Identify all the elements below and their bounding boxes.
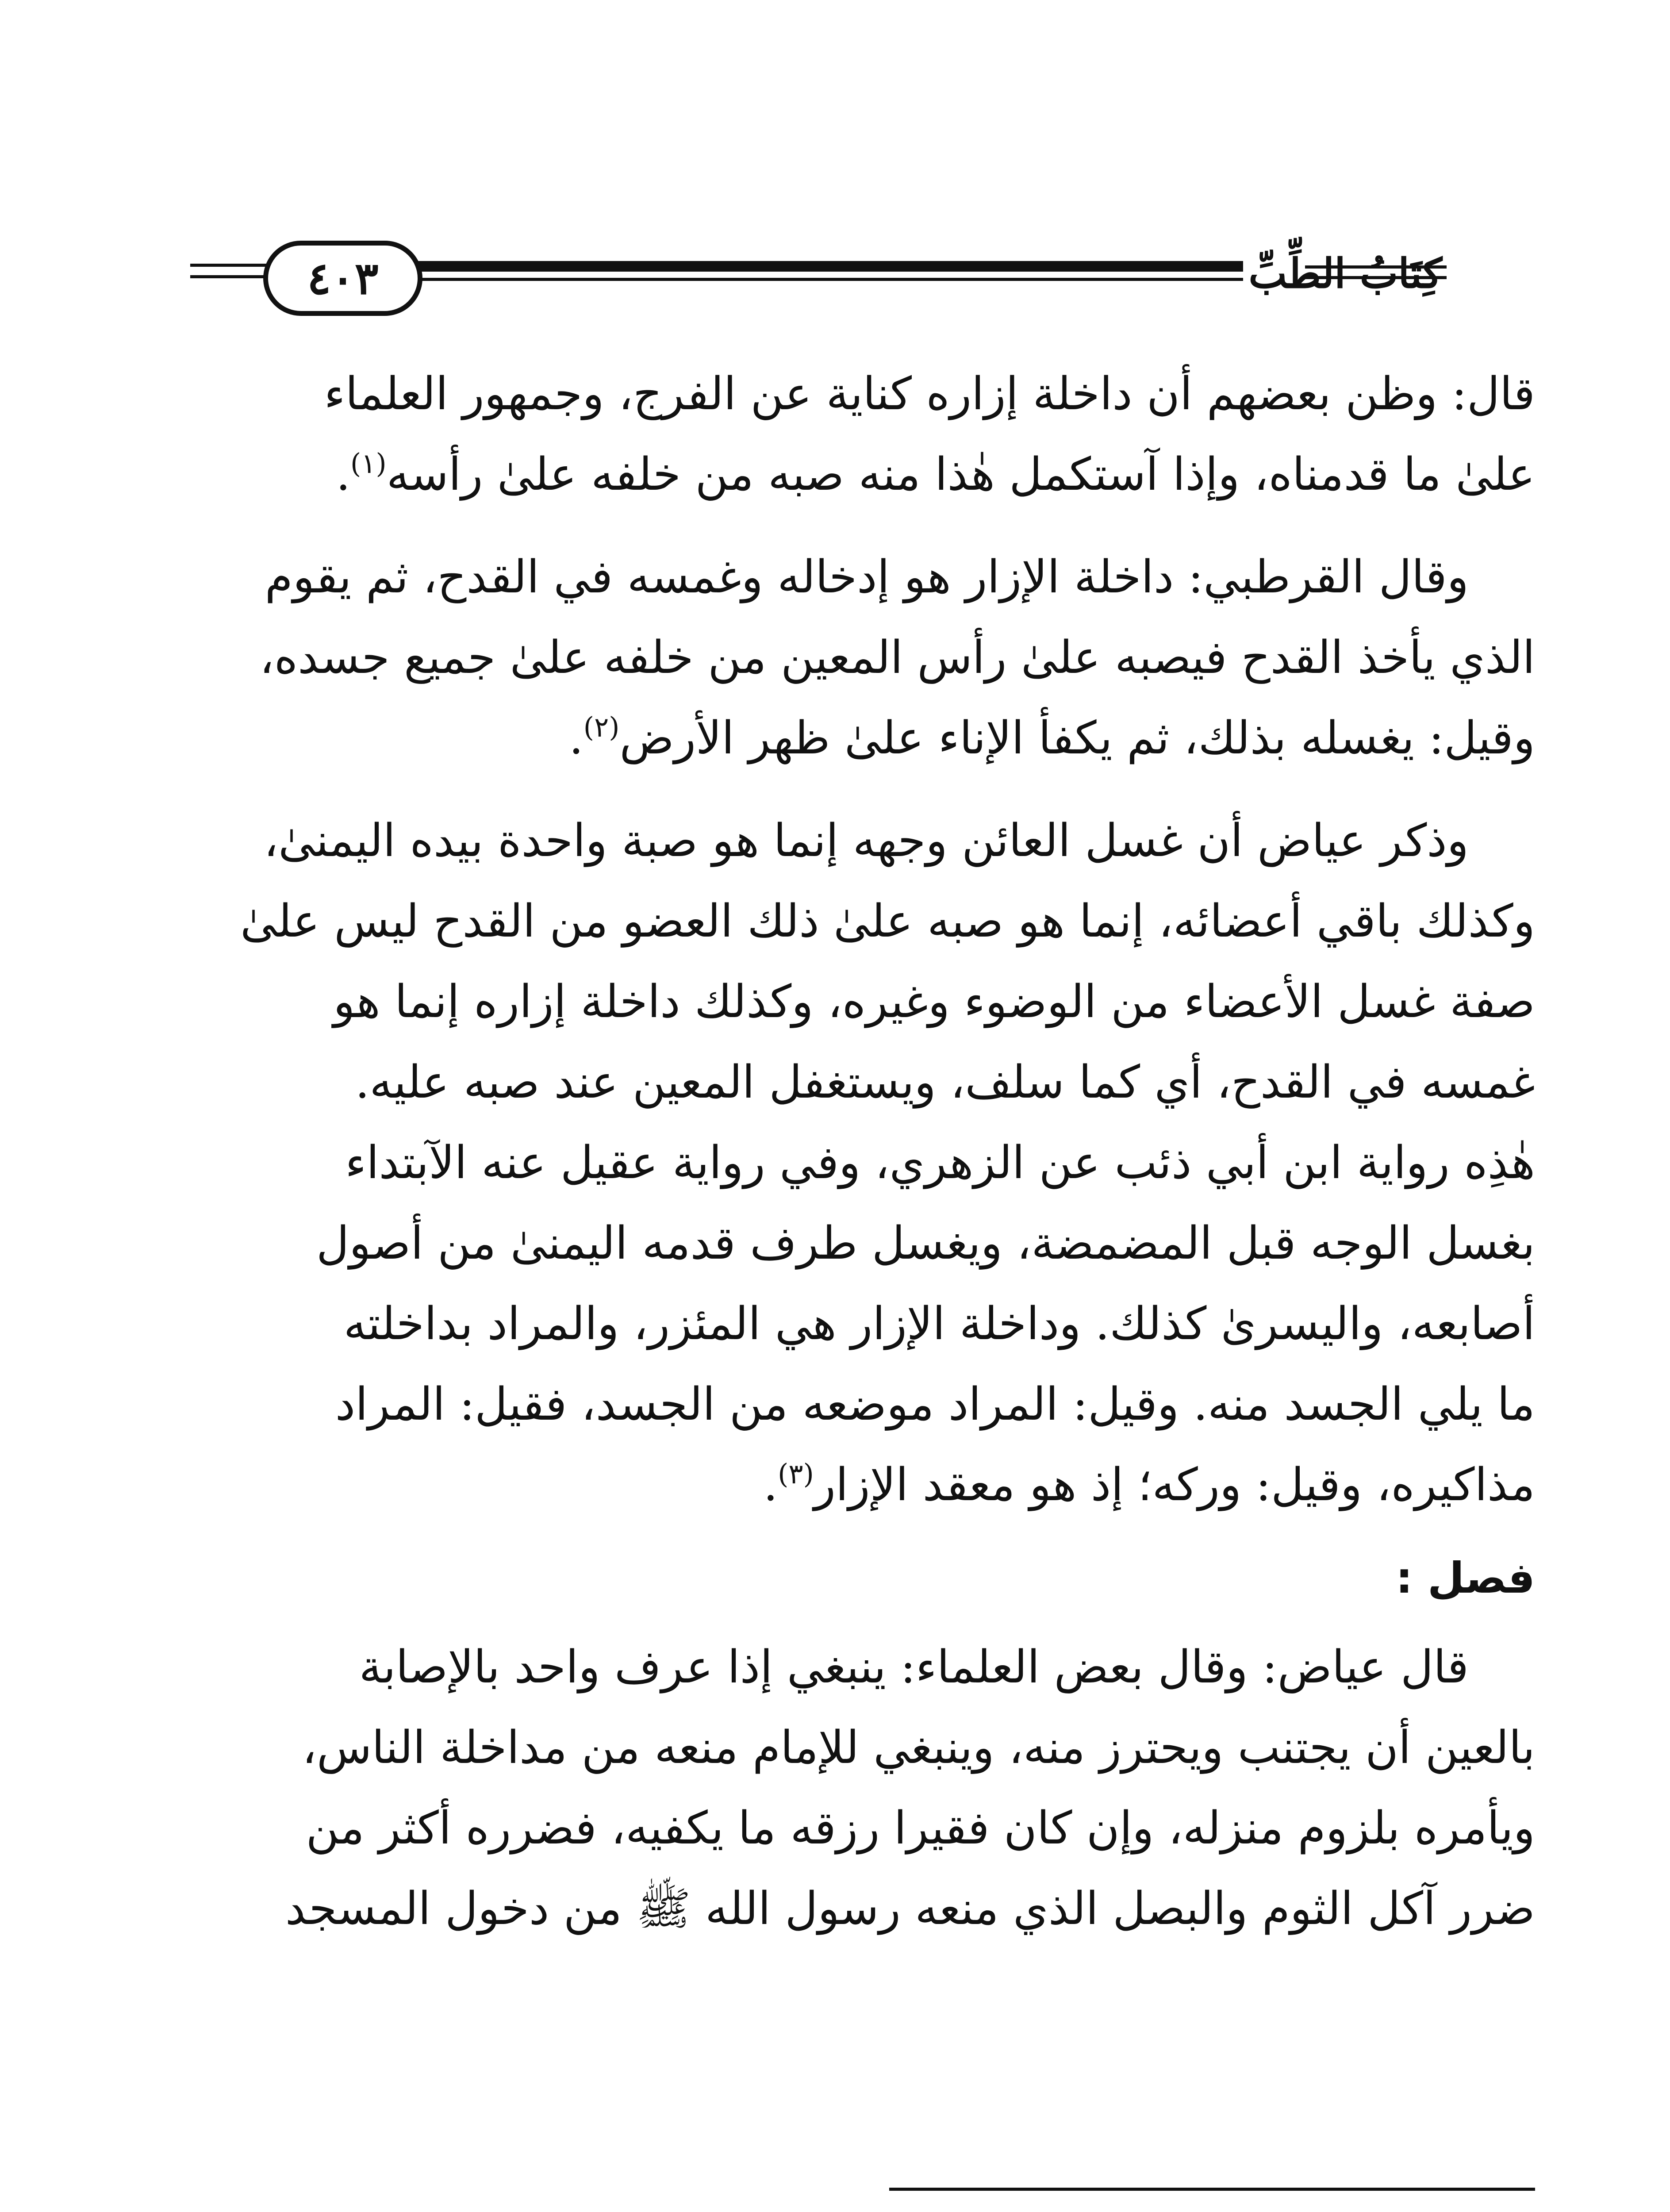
text-span: وقيل: يغسله بذلك، ثم يكفأ الإناء علىٰ ظهر الأرض [619,712,1535,764]
text-line: بغسل الوجه قبل المضمضة، ويغسل طرف قدمه اليمنىٰ من أصول [316,1217,1535,1270]
text-line: صفة غسل الأعضاء من الوضوء وغيره، وكذلك داخلة إزاره إنما هو [333,975,1535,1028]
text-line: أصابعه، واليسرىٰ كذلك. وداخلة الإزار هي المئزر، والمراد بداخلته [343,1298,1535,1350]
footnotes [195,2208,1535,2212]
text-line: ويأمره بلزوم منزله، وإن كان فقيرا رزقه ما يكفيه، فضرره أكثر من [306,1802,1535,1855]
header-rule [416,261,1243,272]
text-line: هٰذِه رواية ابن أبي ذئب عن الزهري، وفي رواية عقيل عنه الآبتداء [345,1137,1535,1189]
text-line: قال عياض: وقال بعض العلماء: ينبغي إذا عرف واحد بالإصابة [359,1641,1469,1694]
header-rule [190,264,272,267]
text-line: وقال القرطبي: داخلة الإزار هو إدخاله وغمسه في القدح، ثم يقوم [265,551,1469,603]
running-header [190,239,1548,323]
footnote-separator [889,2188,1535,2191]
page-number-badge [263,241,422,316]
section-heading: فصل : [1396,1553,1535,1603]
text-line: قال: وظن بعضهم أن داخلة إزاره كناية عن الفرج، وجمهور العلماء [324,368,1535,420]
text-line [195,1445,1535,1525]
footnote [195,2208,1535,2212]
text-line: وكذلك باقي أعضائه، إنما هو صبه علىٰ ذلك العضو من القدح ليس علىٰ [240,895,1535,948]
footnote-number [1464,2208,1535,2212]
text-span: مذاكيره، وقيل: وركه؛ إذ هو معقد الإزار [814,1459,1535,1511]
footnote-ref: (٣) [778,1458,814,1490]
text-line [195,698,1535,779]
text-line: بالعين أن يجتنب ويحترز منه، وينبغي للإمام منعه من مداخلة الناس، [302,1721,1535,1774]
text-span: . [336,448,350,501]
paragraph [195,1627,1535,1949]
paragraph [195,354,1535,515]
text-line: الذي يأخذ القدح فيصبه علىٰ رأس المعين من خلفه علىٰ جميع جسده، [259,631,1535,684]
text-span: علىٰ ما قدمناه، وإذا آستكمل هٰذا منه صبه من خلفه علىٰ رأسه [386,448,1535,501]
header-rule [190,275,272,278]
footnote-ref: (١) [350,447,387,480]
paragraph [195,801,1535,1525]
header-rule [416,278,1243,281]
text-line: وذكر عياض أن غسل العائن وجهه إنما هو صبة واحدة بيده اليمنىٰ، [264,814,1469,867]
paragraph [195,537,1535,779]
text-span: . [763,1459,778,1511]
text-line: غمسه في القدح، أي كما سلف، ويستغفل المعين عند صبه عليه. [355,1056,1535,1109]
text-line: ما يلي الجسد منه. وقيل: المراد موضعه من الجسد، فقيل: المراد [335,1378,1535,1431]
page-number: ٤٠٣ [307,252,379,304]
text-span: . [569,712,584,764]
chapter-title: كِتَابُ الطِّبِّ [1248,250,1442,297]
text-line [195,434,1535,515]
main-text [195,354,1535,1949]
footnote-ref: (٢) [583,711,620,743]
text-line: ضرر آكل الثوم والبصل الذي منعه رسول الله ﷺ من دخول المسجد [285,1882,1535,1935]
